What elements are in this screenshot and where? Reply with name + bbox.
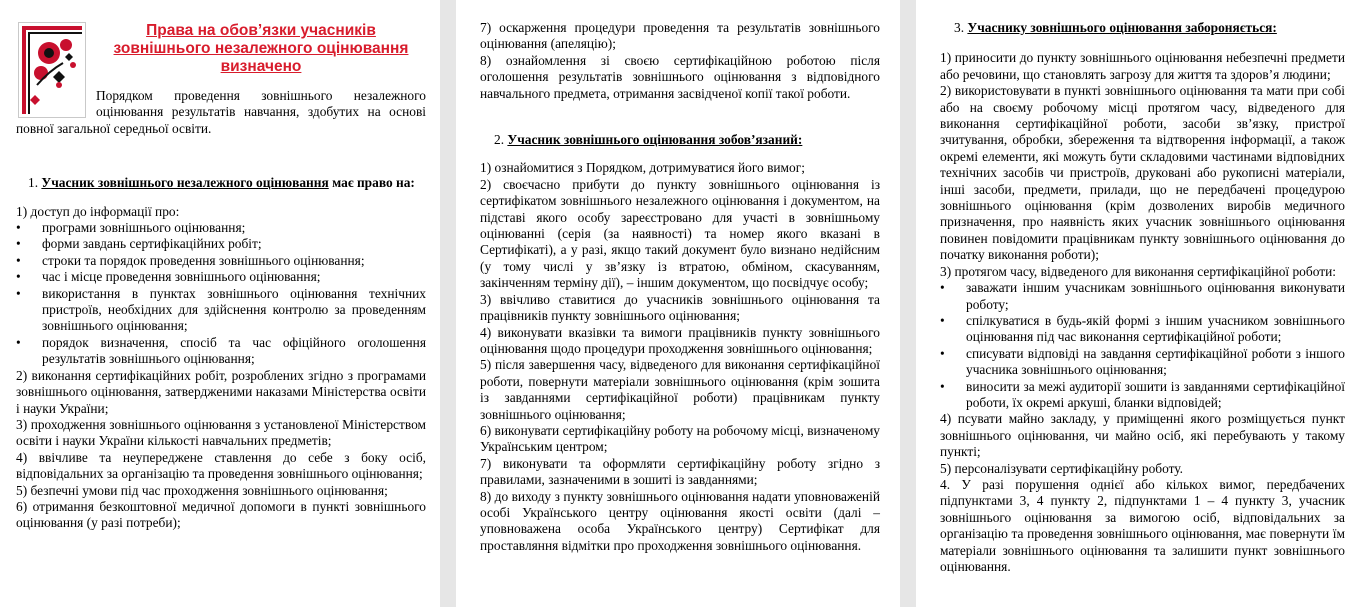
list-item: 6) отримання безкоштовної медичної допомоги в пункті зовнішнього оцінювання (у разі потреби); bbox=[16, 498, 426, 531]
list-item: 7) виконувати та оформляти сертифікаційну роботу згідно з правилами, зазначеними в зошиті із завданнями; bbox=[480, 455, 880, 488]
list-item: 4) виконувати вказівки та вимоги працівників пункту зовнішнього оцінювання щодо процедури проходження зовнішнього оцінювання; bbox=[480, 324, 880, 356]
bullet-item: • форми завдань сертифікаційних робіт; bbox=[16, 236, 426, 252]
bullet-item: • строки та порядок проведення зовнішнього оцінювання; bbox=[16, 253, 426, 269]
document-page-3 bbox=[916, 0, 1357, 607]
embroidery-ornament-icon bbox=[18, 22, 86, 118]
section-1-heading: 1. Учасник зовнішнього незалежного оцінювання має право на: bbox=[28, 175, 415, 191]
list-item: 3) протягом часу, відведеного для виконання сертифікаційної роботи: bbox=[940, 263, 1336, 279]
section-3-heading: 3. Учаснику зовнішнього оцінювання забороняється: bbox=[954, 20, 1277, 35]
document-title: Права на обов’язки учасників зовнішнього незалежного оцінювання визначено bbox=[113, 22, 409, 75]
list-item: 2) виконання сертифікаційних робіт, розроблених згідно з програмами зовнішнього оцінювання, затвердженими наказами Міністерства освіти і науки України; bbox=[16, 367, 426, 416]
bullet-item: • виносити за межі аудиторії зошити із завданнями сертифікаційної роботи, їх окремі аркуші, бланки відповідей; bbox=[940, 379, 1345, 412]
list-item: 1) ознайомитися з Порядком, дотримуватися його вимог; bbox=[480, 160, 805, 176]
intro-paragraph: Порядком проведення зовнішнього незалежного оцінювання результатів навчання, здобутих на основі повної загальної середньої освіти. bbox=[16, 88, 426, 136]
document-page-2 bbox=[456, 0, 900, 607]
list-item: 2) використовувати в пункті зовнішнього оцінювання та мати при собі або на своєму робочому місці протягом часу, відведеного для виконання сертифікаційної роботи, засоби зв’язку, пристрої зчитування, обробки, збереження та відтворення інформації, а також окремі елементи, які можуть бути складовими частинами відповідних технічних засобів чи пристроїв, друковані або рукописні матеріали, інші засоби, предмети, прилади, що не передбачені процедурою зовнішнього оцінювання (крім дозволених виробів медичного призначення, про наявність яких учасник зовнішнього оцінювання повинен повідомити працівникам пункту зовнішнього оцінювання до початку виконання роботи); bbox=[940, 83, 1345, 263]
list-item: 3) ввічливо ставитися до учасників зовнішнього оцінювання та працівників пункту зовнішнього оцінювання; bbox=[480, 291, 880, 324]
section-2-heading: 2. Учасник зовнішнього оцінювання зобов’язаний: bbox=[494, 132, 803, 148]
list-item: 2) своєчасно прибути до пункту зовнішнього оцінювання із сертифікатом зовнішнього незалежного оцінювання і документом, на підставі якого особу зареєстровано для участі в зовнішньому оцінюванні (серія (за наявності) та номер якого вказані в Сертифікаті), а у разі, якщо такий документ було визнано недійсним (у тому числі у зв’язку із втратою, обміном, скасуванням, закінченням терміну дії), – іншим документом, що посвідчує особу; bbox=[480, 176, 880, 291]
list-item: 4. У разі порушення однієї або кількох вимог, передбачених підпунктами 3, 4 пункту 2, підпунктами 1 – 4 пункту 3, учасник зовнішнього оцінювання за вимогою осіб, відповідальних за організацію та проведення зовнішнього оцінювання, має повернути їм матеріали зовнішнього оцінювання та залишити пункт зовнішнього оцінювання. bbox=[940, 476, 1345, 574]
list-item: 4) ввічливе та неупереджене ставлення до себе з боку осіб, відповідальних за організацію та проведення зовнішнього оцінювання; bbox=[16, 449, 426, 482]
bullet-item: • порядок визначення, спосіб та час офіційного оголошення результатів зовнішнього оцінювання; bbox=[16, 335, 426, 368]
list-item: 3) проходження зовнішнього оцінювання з установленої Міністерством освіти і науки України кількості навчальних предметів; bbox=[16, 416, 426, 449]
bullet-item: • час і місце проведення зовнішнього оцінювання; bbox=[16, 269, 426, 285]
list-item: 1) доступ до інформації про: bbox=[16, 203, 180, 219]
list-item: 8) до виходу з пункту зовнішнього оцінювання надати уповноваженій особі Українського центру оцінювання якості освіти (далі – уповноважена особа Українського центру) Сертифікат для проставляння відмітки про проходження зовнішнього оцінювання. bbox=[480, 488, 880, 553]
list-item: 8) ознайомлення зі своєю сертифікаційною роботою після оголошення результатів зовнішнього оцінювання з відповідного навчального предмета, отримання засвідченої копії такої роботи. bbox=[480, 52, 880, 101]
bullet-item: • використання в пунктах зовнішнього оцінювання технічних пристроїв, необхідних для здійснення контролю за проведенням зовнішнього оцінювання; bbox=[16, 286, 426, 335]
bullet-item: • списувати відповіді на завдання сертифікаційної роботи з іншого учасника зовнішнього оцінювання; bbox=[940, 346, 1345, 379]
list-item: 7) оскарження процедури проведення та результатів зовнішнього оцінювання (апеляцію); bbox=[480, 20, 880, 52]
document-page-1 bbox=[0, 0, 440, 607]
list-item: 5) безпечні умови під час проходження зовнішнього оцінювання; bbox=[16, 482, 388, 498]
list-item: 5) персоналізувати сертифікаційну роботу. bbox=[940, 460, 1183, 476]
list-item: 4) псувати майно закладу, у приміщенні якого розміщується пункт зовнішнього оцінювання, чи майно осіб, які перебувають у такому пункті; bbox=[940, 411, 1345, 460]
bullet-item: • заважати іншим учасникам зовнішнього оцінювання виконувати роботу; bbox=[940, 280, 1345, 313]
list-item: 1) приносити до пункту зовнішнього оцінювання небезпечні предмети або речовини, що становлять загрозу для життя та здоров’я людини; bbox=[940, 50, 1345, 82]
bullet-item: • програми зовнішнього оцінювання; bbox=[16, 220, 426, 236]
list-item: 6) виконувати сертифікаційну роботу на робочому місці, визначеному Українським центром; bbox=[480, 422, 880, 455]
list-item: 5) після завершення часу, відведеного для виконання сертифікаційної роботи, повернути матеріали зовнішнього оцінювання (крім зошита із завданнями сертифікаційної роботи) працівникам пункту зовнішнього оцінювання; bbox=[480, 357, 880, 422]
bullet-item: • спілкуватися в будь-якій формі з іншим учасником зовнішнього оцінювання під час виконання сертифікаційної роботи; bbox=[940, 313, 1345, 346]
